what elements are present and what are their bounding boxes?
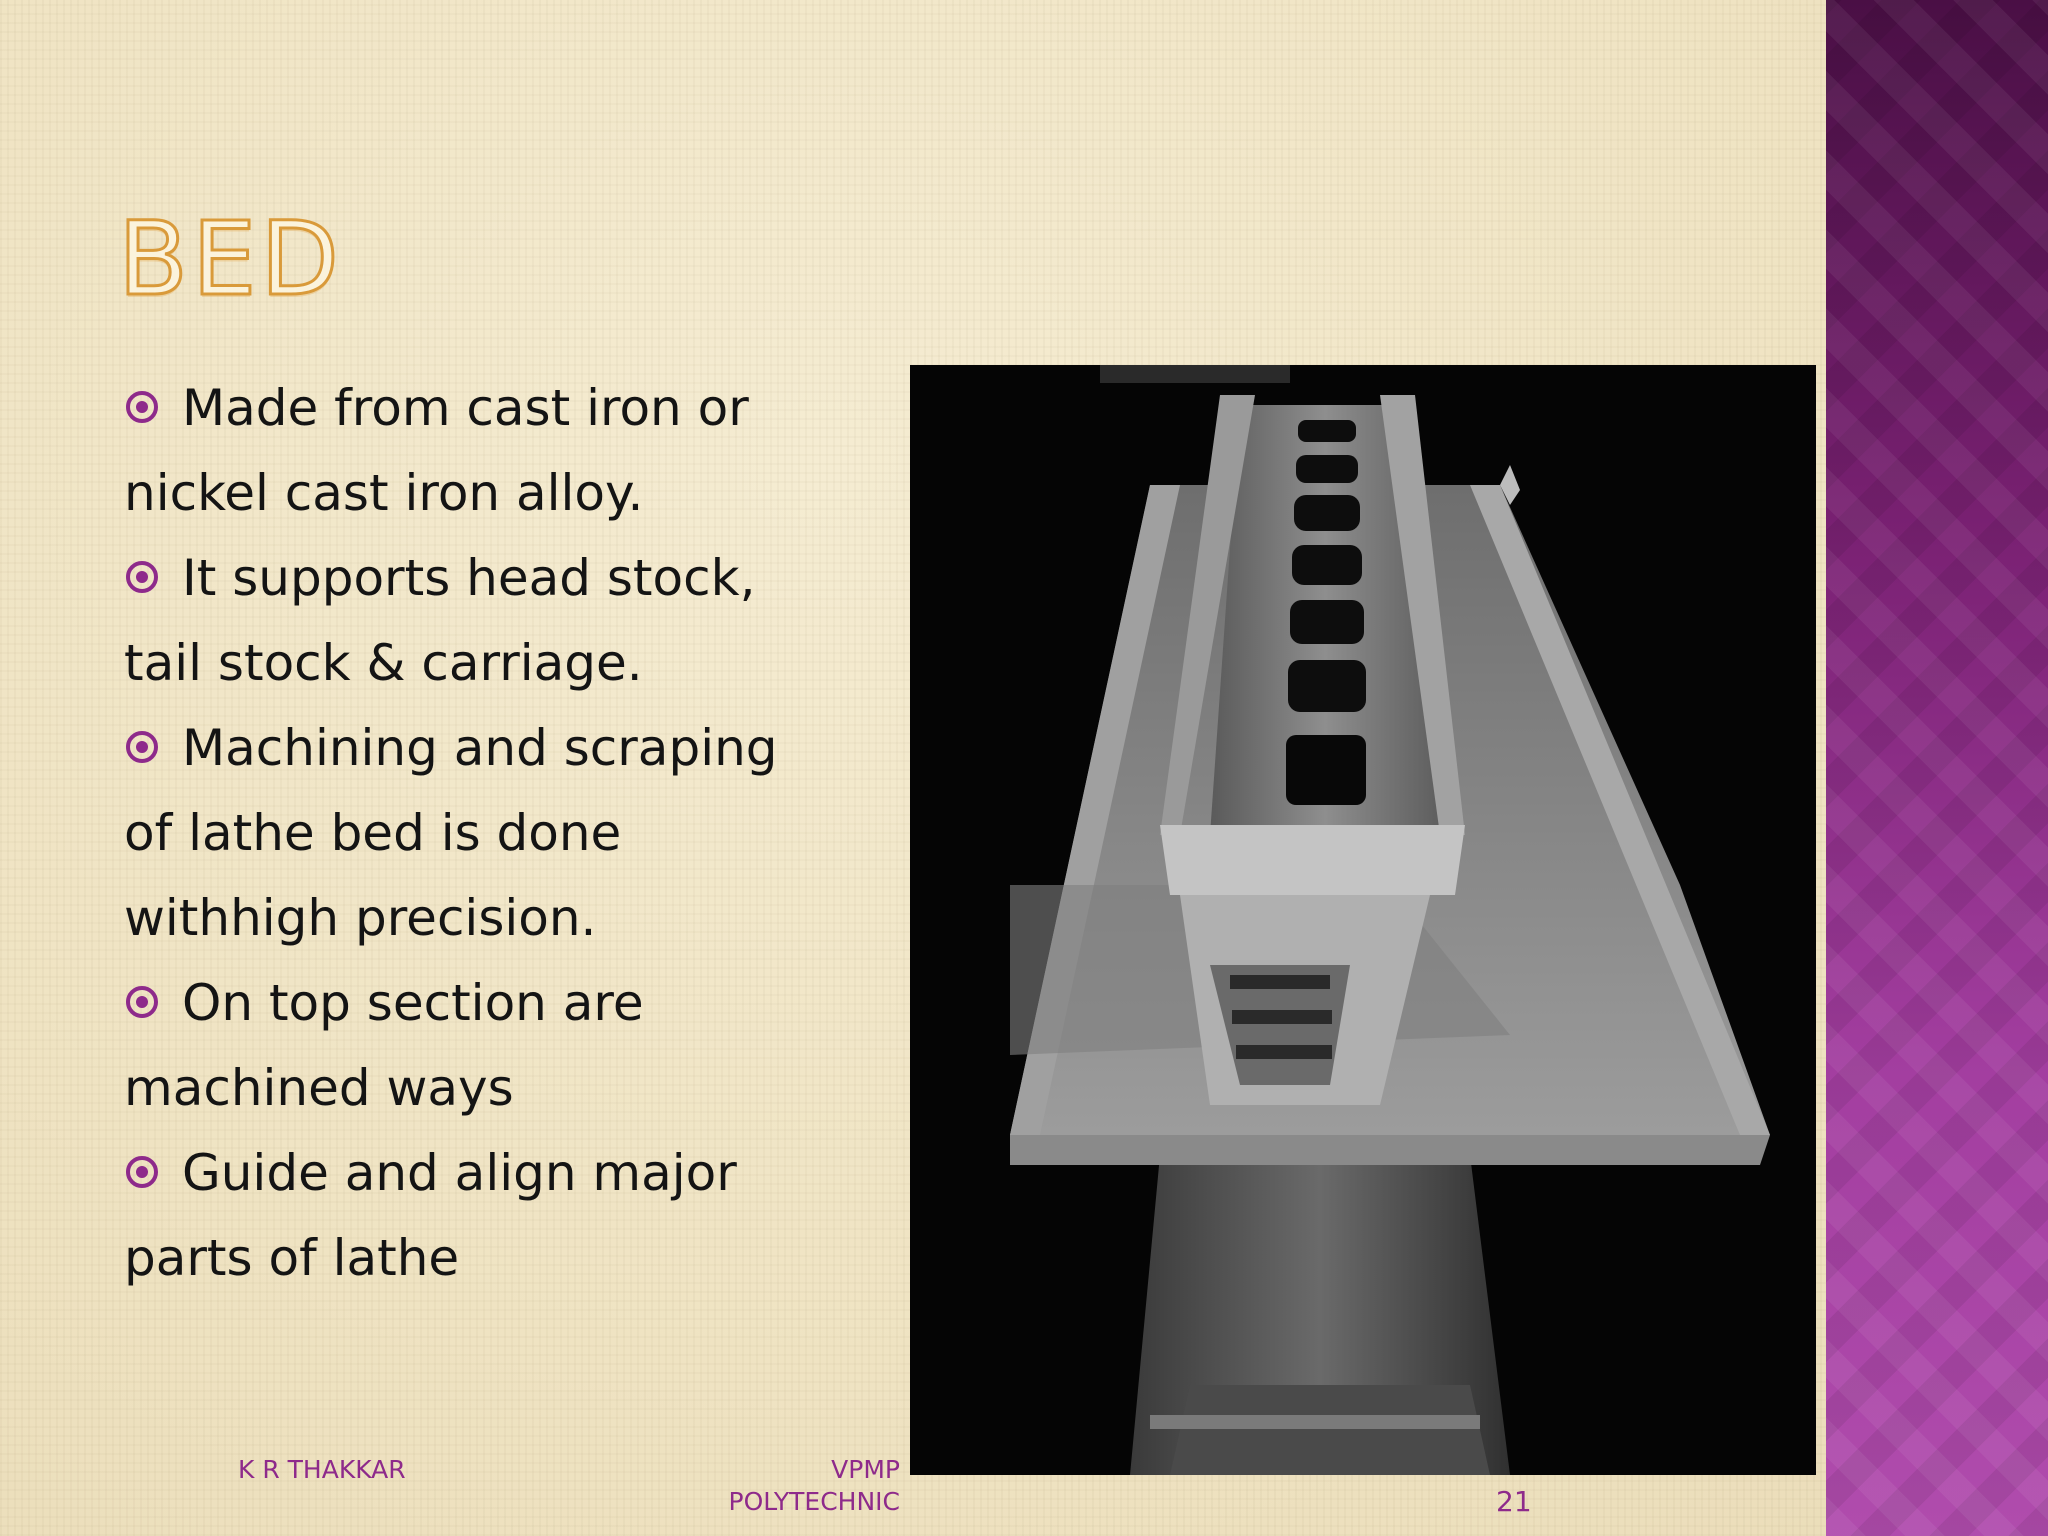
circle-dot-bullet-icon bbox=[126, 391, 158, 423]
circle-dot-bullet-icon bbox=[126, 731, 158, 763]
bullet-item bbox=[124, 706, 804, 961]
bullet-text: It supports head stock, tail stock & carriage. bbox=[124, 549, 756, 692]
bullet-text: Guide and align major parts of lathe bbox=[124, 1144, 737, 1287]
slide-title: BED bbox=[118, 200, 343, 319]
bullet-item bbox=[124, 961, 804, 1131]
circle-dot-bullet-icon bbox=[126, 561, 158, 593]
page-number: 21 bbox=[1496, 1485, 1532, 1518]
footer-organization bbox=[700, 1454, 900, 1518]
footer-org-line2: POLYTECHNIC bbox=[728, 1487, 900, 1516]
lathe-bed-illustration bbox=[910, 365, 1816, 1475]
circle-dot-bullet-icon bbox=[126, 1156, 158, 1188]
bullet-item bbox=[124, 366, 804, 536]
footer-org-line1: VPMP bbox=[831, 1455, 900, 1484]
bullet-text: Made from cast iron or nickel cast iron alloy. bbox=[124, 379, 749, 522]
bullet-item bbox=[124, 536, 804, 706]
decorative-side-panel bbox=[1826, 0, 2048, 1536]
bullet-item bbox=[124, 1131, 804, 1301]
circle-dot-bullet-icon bbox=[126, 986, 158, 1018]
bullet-list bbox=[124, 366, 804, 1301]
bullet-text: On top section are machined ways bbox=[124, 974, 644, 1117]
bullet-text: Machining and scraping of lathe bed is done withhigh precision. bbox=[124, 719, 778, 947]
footer-author: K R THAKKAR bbox=[238, 1455, 406, 1484]
lathe-bed-photo bbox=[910, 365, 1816, 1475]
